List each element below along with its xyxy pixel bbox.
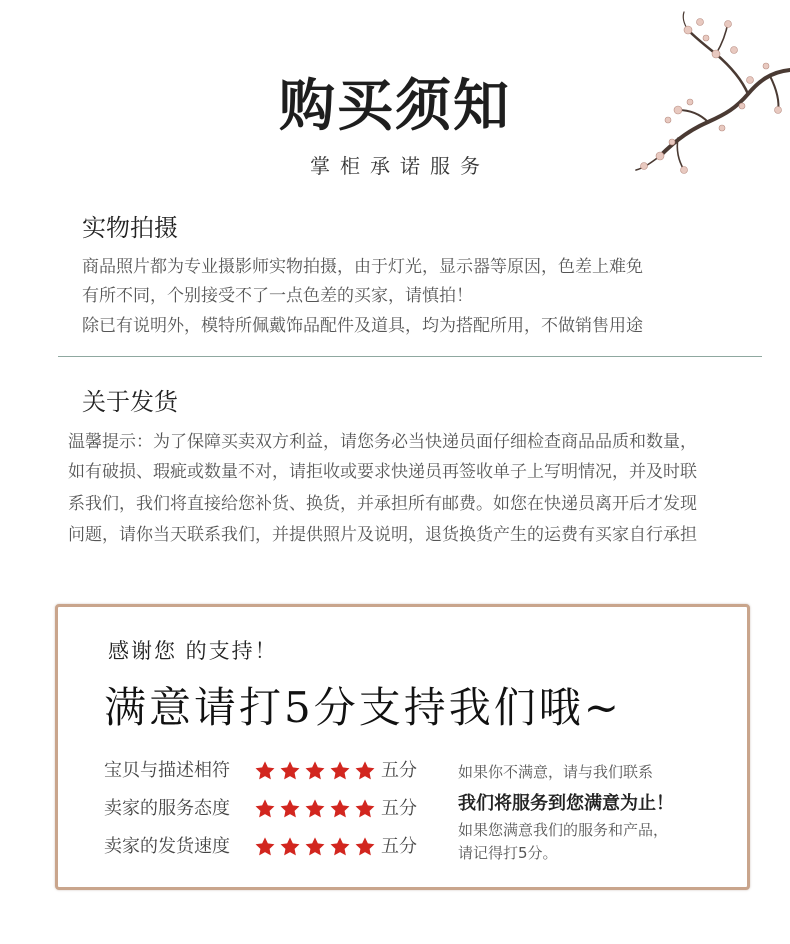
- star-icon: [254, 798, 276, 820]
- star-icon: [279, 798, 301, 820]
- page-title: 购买须知: [279, 73, 511, 139]
- note-satisfied: 如果您满意我们的服务和产品，: [458, 821, 669, 839]
- star-icon: [329, 760, 351, 782]
- star-icon: [304, 798, 326, 820]
- star-icon: [304, 760, 326, 782]
- star-icon: [254, 760, 276, 782]
- star-icon: [329, 798, 351, 820]
- rating-score: 五分: [381, 798, 417, 819]
- star-icon: [254, 836, 276, 858]
- star-icon: [304, 836, 326, 858]
- star-icon: [354, 798, 376, 820]
- rating-label: 卖家的服务态度: [104, 798, 230, 819]
- rating-headline: 满意请打5分支持我们哦~: [104, 683, 622, 732]
- page-subtitle: 掌柜承诺服务: [310, 154, 490, 178]
- star-icon: [329, 836, 351, 858]
- rating-card: [55, 604, 750, 890]
- note-promise: 我们将服务到您满意为止！: [458, 793, 674, 814]
- shipping-text-line-1: 温馨提示：为了保障买卖双方利益，请您务必当快递员面仔细检查商品品质和数量，: [68, 432, 697, 452]
- shipping-text-line-4: 问题，请你当天联系我们，并提供照片及说明，退货换货产生的运费有买家自行承担: [68, 525, 697, 545]
- star-icon: [279, 760, 301, 782]
- star-icon: [354, 760, 376, 782]
- shipping-text-line-2: 如有破损、瑕疵或数量不对，请拒收或要求快递员再签收单子上写明情况，并及时联: [68, 462, 697, 482]
- star-icon: [279, 836, 301, 858]
- star-rating: [254, 798, 379, 820]
- star-rating: [254, 760, 379, 782]
- rating-score: 五分: [381, 760, 417, 781]
- rating-score: 五分: [381, 836, 417, 857]
- note-remember: 请记得打5分。: [458, 844, 558, 862]
- photo-text-line-3: 除已有说明外，模特所佩戴饰品配件及道具，均为搭配所用，不做销售用途: [82, 316, 643, 336]
- star-icon: [354, 836, 376, 858]
- rating-label: 宝贝与描述相符: [104, 760, 230, 781]
- star-rating: [254, 836, 379, 858]
- shipping-text-line-3: 系我们，我们将直接给您补货、换货，并承担所有邮费。如您在快递员离开后才发现: [68, 494, 697, 514]
- note-contact: 如果你不满意，请与我们联系: [458, 763, 654, 781]
- thanks-text: 感谢您 的支持！: [108, 639, 278, 663]
- photo-text-line-1: 商品照片都为专业摄影师实物拍摄，由于灯光，显示器等原因，色差上难免: [82, 257, 643, 277]
- section-title-shipping: 关于发货: [82, 388, 178, 416]
- photo-text-line-2: 有所不同，个别接受不了一点色差的买家，请慎拍！: [82, 286, 473, 306]
- section-title-photo: 实物拍摄: [82, 214, 178, 242]
- rating-label: 卖家的发货速度: [104, 836, 230, 857]
- section-divider: [58, 356, 762, 357]
